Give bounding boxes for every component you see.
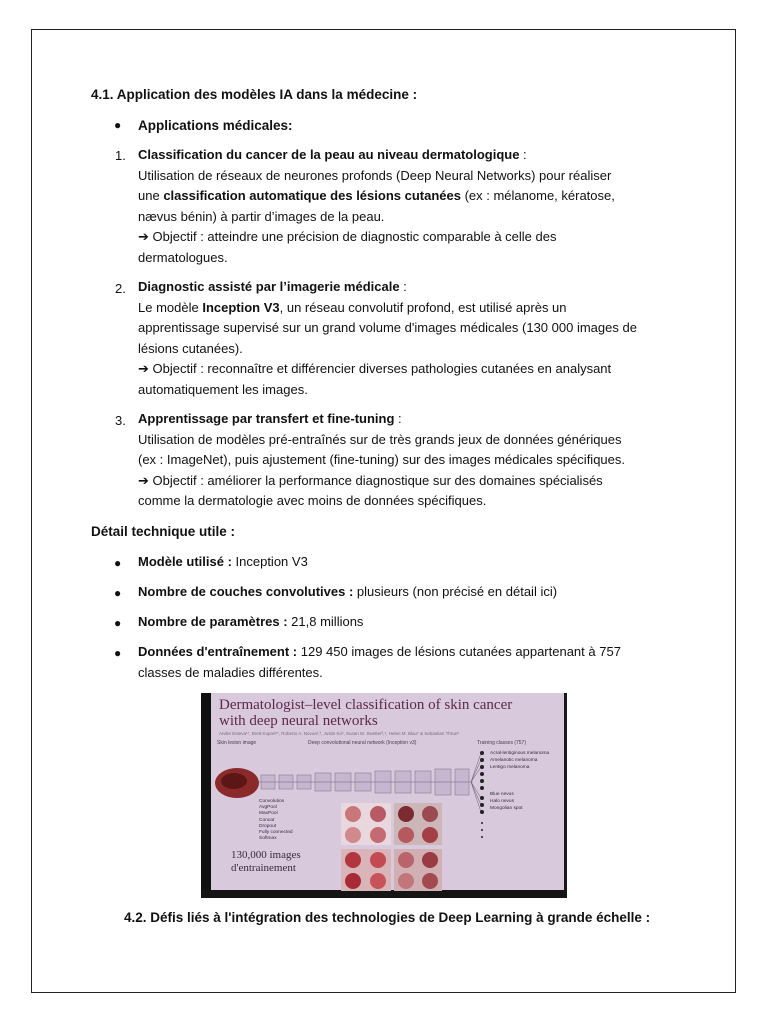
item-line: (ex : ImageNet), puis ajustement (fine-tuning) sur des images médicales spécifiques.: [138, 452, 625, 467]
class-dots: [480, 751, 484, 838]
item-line: apprentissage supervisé sur un grand volume d'images médicales (130 000 images de: [138, 320, 637, 335]
figure-slide-photo: [201, 693, 567, 898]
tech-label: Nombre de paramètres :: [138, 614, 288, 629]
tech-bullet-layers: [138, 582, 557, 603]
item-line: comme la dermatologie avec moins de données spécifiques.: [138, 493, 487, 508]
text-fragment: , un réseau convolutif profond, est utilisé après un: [279, 299, 567, 315]
bullet-icon: ●: [114, 646, 122, 660]
item-line: ➔ Objectif : améliorer la performance diagnostique sur des domaines spécialisés: [138, 472, 603, 488]
text-fragment: une: [138, 188, 164, 203]
figure-authors: Andre Esteva¹*, Brett Kuprel¹*, Roberto A. Novoa²,³, Justin Ko², Susan M. Swetter²,⁴, Helen M. Blau⁵ & Sebastian Thrun⁶: [219, 731, 460, 736]
bullet-icon: ●: [114, 118, 122, 132]
legend-item: Softmax: [259, 836, 277, 842]
fanout-lines: [471, 753, 481, 812]
text-bold-fragment: classification automatique des lésions cutanées: [163, 188, 461, 203]
item-title: Diagnostic assisté par l’imagerie médicale: [138, 279, 400, 294]
text-fragment: Le modèle: [138, 299, 203, 315]
figure-title-line: with deep neural networks: [219, 713, 378, 729]
item-line: ➔ Objectif : atteindre une précision de diagnostic comparable à celle des: [138, 229, 557, 244]
tech-value: 21,8 millions: [287, 614, 364, 629]
figure-caption: [231, 849, 301, 875]
figure-caption-line: 130,000 images: [231, 849, 301, 861]
tech-value-line2: classes de maladies différentes.: [138, 664, 323, 680]
legend-item: AvgPool: [259, 805, 277, 811]
item-line: ➔ Objectif : reconnaître et différencier diverses pathologies cutanées en analysant: [138, 361, 612, 376]
tech-label: Données d'entraînement :: [138, 644, 298, 659]
item-title-suffix: :: [394, 411, 402, 426]
class-label: Halo nevus: [490, 799, 514, 804]
tech-bullet-data: [138, 642, 698, 683]
figure-label-input: Skin lesion image: [217, 740, 257, 746]
tech-label: Nombre de couches convolutives :: [138, 584, 354, 599]
tech-bullet-params: [138, 612, 363, 633]
list-item-1: [138, 145, 698, 268]
tech-bullet-model: [138, 552, 308, 573]
bullet-icon: ●: [114, 556, 122, 570]
sample-thumbnails: [341, 803, 442, 891]
figure-title-line: Dermatologist–level classification of skin cancer: [219, 697, 513, 713]
tech-value: Inception V3: [231, 554, 308, 569]
section-title: 4.1. Application des modèles IA dans la médecine :: [91, 87, 418, 102]
figure-label-network: Deep convolutional neural network (Inception v3): [308, 740, 417, 746]
bullet-icon: ●: [114, 616, 122, 630]
tech-value: 129 450 images de lésions cutanées appartenant à 757: [297, 644, 621, 659]
list-item-2: [138, 277, 698, 400]
class-label: Lentigo melanoma: [490, 765, 530, 770]
item-number: 2.: [115, 281, 126, 296]
item-line: Utilisation de réseaux de neurones profonds (Deep Neural Networks) pour réaliser: [138, 167, 612, 183]
item-line: [138, 298, 698, 319]
bullet-icon: ●: [114, 586, 122, 600]
class-label: Blue nevus: [490, 792, 514, 797]
item-number: 3.: [115, 413, 126, 428]
tech-value: plusieurs (non précisé en détail ici): [353, 584, 558, 599]
legend-item: Convolution: [259, 799, 285, 804]
legend-item: Dropout: [259, 823, 277, 829]
figure-caption-line: d'entrainement: [231, 862, 296, 874]
text-fragment: (ex : mélanome, kératose,: [460, 188, 615, 203]
tech-label: Modèle utilisé :: [138, 554, 232, 569]
section-42-title: 4.2. Défis liés à l'intégration des technologies de Deep Learning à grande échelle :: [124, 910, 651, 925]
item-title-suffix: :: [399, 279, 407, 294]
text-bold-fragment: Inception V3: [202, 299, 280, 315]
figure-legend: [259, 799, 293, 842]
legend-item: Concat: [259, 817, 275, 823]
bullet-heading: Applications médicales:: [138, 118, 293, 133]
technical-heading: Détail technique utile :: [91, 524, 236, 539]
list-item-3: [138, 409, 698, 512]
figure-label-classes: Training classes (757): [477, 740, 527, 746]
item-line: dermatologues.: [138, 249, 228, 265]
item-number: 1.: [115, 148, 126, 163]
item-title-suffix: :: [519, 147, 527, 162]
item-title: Classification du cancer de la peau au niveau dermatologique: [138, 147, 520, 162]
class-label: Acral-lentiginous melanoma: [490, 751, 550, 756]
class-label: Amelanotic melanoma: [490, 758, 538, 763]
legend-item: Fully connected: [259, 830, 293, 836]
item-line: [138, 186, 698, 207]
item-title: Apprentissage par transfert et fine-tuning: [138, 411, 395, 426]
item-line: Utilisation de modèles pré-entraînés sur de très grands jeux de données génériques: [138, 431, 622, 447]
class-label: Mongolian spot: [490, 806, 523, 811]
legend-item: MaxPool: [259, 811, 278, 817]
figure-class-list: [490, 750, 549, 812]
item-line: nævus bénin) à partir d’images de la peau.: [138, 208, 385, 224]
item-line: lésions cutanées).: [138, 340, 243, 356]
item-line: automatiquement les images.: [138, 381, 308, 397]
lesion-core: [221, 773, 247, 789]
